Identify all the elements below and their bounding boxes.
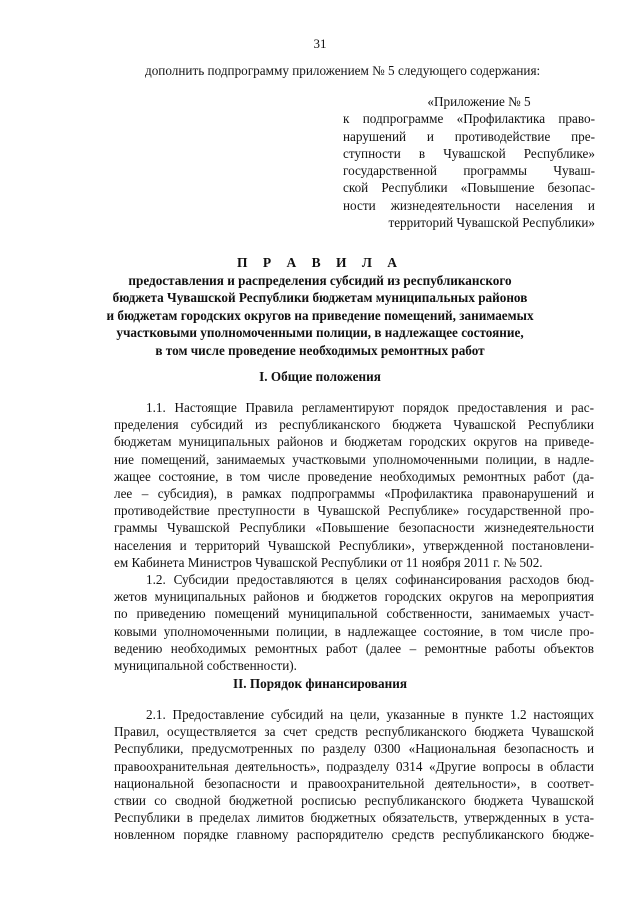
paragraph-line: 1.2. Субсидии предоставляются в целях софинансирования расходов бюд- xyxy=(146,572,594,587)
section-heading-financing: II. Порядок финансирования xyxy=(233,676,407,691)
paragraph-line: национальной безопасности и правоохранительной деятельности», в соответ- xyxy=(114,775,594,791)
paragraph-line: пределения субсидий из республиканского бюджета Чувашской Республики xyxy=(114,417,594,433)
subtitle-line: участковыми уполномоченными полиции, в надлежащее состояние, xyxy=(116,325,524,341)
paragraph-line: жетов муниципальных районов и бюджетов городских округов на мероприятия xyxy=(114,589,594,605)
appendix-line: к подпрограмме «Профилактика право- xyxy=(343,111,595,127)
paragraph-line: Республики, предусмотренных по разделу 0300 «Национальная безопасность и xyxy=(114,741,594,757)
paragraph-line: ковыми уполномоченными полиции, в надлежащее состояние, в том числе про- xyxy=(114,623,594,639)
appendix-line: «Приложение № 5 xyxy=(427,94,531,109)
appendix-line: ской Республики «Повышение безопас- xyxy=(343,180,595,196)
intro-line: дополнить подпрограмму приложением № 5 следующего содержания: xyxy=(145,63,541,78)
paragraph-line: жащее состояние, в том числе проведение необходимых ремонтных работ (да- xyxy=(114,468,594,484)
paragraph-line: ем Кабинета Министров Чувашской Республики от 11 ноября 2011 г. № 502. xyxy=(114,554,543,570)
paragraph-line: ние помещений, занимаемых участковыми уполномоченными полиции, в надле- xyxy=(114,451,594,467)
paragraph-line: лее – субсидия), в рамках подпрограммы «Профилактика правонарушений и xyxy=(114,486,594,502)
paragraph-line: Правил, осуществляется за счет средств республиканского бюджета Чувашской xyxy=(114,724,594,740)
appendix-line: нарушений и противодействие пре- xyxy=(343,128,595,144)
paragraph-line: новленном порядке главному распорядителю средств республиканского бюдже- xyxy=(114,827,594,843)
paragraph-line: Республики в пределах лимитов бюджетных обязательств, утвержденных в уста- xyxy=(114,810,594,826)
paragraph-line: ствии со сводной бюджетной росписью республиканского бюджета Чувашской xyxy=(114,793,594,809)
paragraph-line: населения и территорий Чувашской Республики», утвержденной постановлени- xyxy=(114,537,594,553)
paragraph-line: по приведению помещений муниципальной собственности, занимаемых участ- xyxy=(114,606,594,622)
document-title: П Р А В И Л А xyxy=(236,255,404,270)
appendix-line: ступности в Чувашской Республике» xyxy=(343,145,595,161)
appendix-line: ности жизнедеятельности населения и xyxy=(343,197,595,213)
subtitle-line: в том числе проведение необходимых ремонтных работ xyxy=(155,342,485,358)
document-subtitle xyxy=(95,272,545,359)
appendix-line: территорий Чувашской Республики» xyxy=(388,215,595,231)
paragraph-1-1 xyxy=(114,399,594,571)
section-heading-general: I. Общие положения xyxy=(259,369,381,384)
paragraph-line: муниципальной собственности). xyxy=(114,658,297,674)
appendix-line: государственной программы Чуваш- xyxy=(343,163,595,179)
paragraph-1-2 xyxy=(114,571,594,674)
paragraph-line: бюджетам муниципальных районов и бюджетам городских округов на приведе- xyxy=(114,434,594,450)
appendix-header xyxy=(343,93,595,231)
paragraph-2-1 xyxy=(114,706,594,844)
subtitle-line: и бюджетам городских округов на приведение помещений, занимаемых xyxy=(106,307,534,323)
paragraph-line: противодействие преступности в Чувашской Республике» государственной про- xyxy=(114,503,594,519)
paragraph-line: правоохранительная деятельность», подразделу 0314 «Другие вопросы в области xyxy=(114,758,594,774)
subtitle-line: бюджета Чувашской Республики бюджетам муниципальных районов xyxy=(112,290,528,306)
paragraph-line: 1.1. Настоящие Правила регламентируют порядок предоставления и рас- xyxy=(146,400,594,415)
paragraph-line: 2.1. Предоставление субсидий на цели, указанные в пункте 1.2 настоящих xyxy=(146,707,594,722)
page-number: 31 xyxy=(313,36,327,51)
subtitle-line: предоставления и распределения субсидий из республиканского xyxy=(128,273,512,288)
paragraph-line: граммы Чувашской Республики «Повышение безопасности жизнедеятельности xyxy=(114,520,594,536)
paragraph-line: ведению необходимых ремонтных работ (далее – ремонтные работы объектов xyxy=(114,640,594,656)
